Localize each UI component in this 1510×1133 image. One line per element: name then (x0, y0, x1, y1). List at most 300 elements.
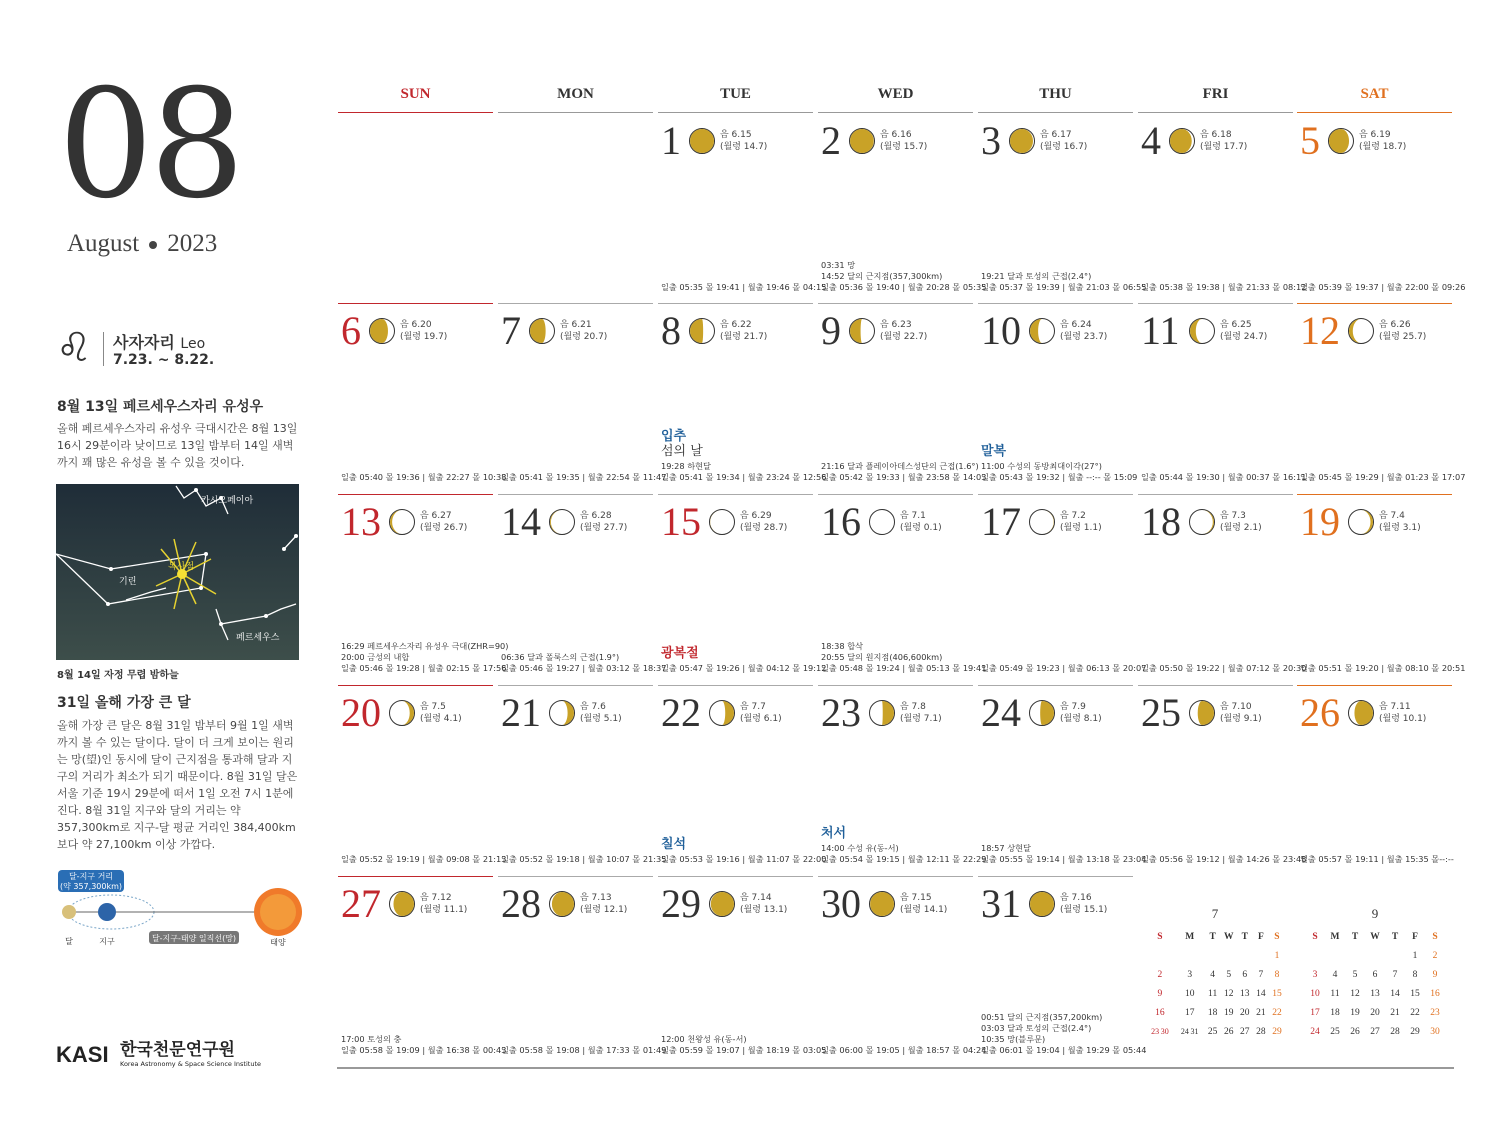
event-line: 일출 05:44 몰 19:30 | 월출 00:37 몰 16:11 (1141, 472, 1307, 482)
day-events (1141, 854, 1306, 865)
event-line: 19:28 하현달 (661, 461, 711, 471)
day-cell[interactable] (498, 303, 667, 493)
event-line: 일출 05:49 몰 19:23 | 월출 06:13 몰 20:07 (981, 663, 1147, 673)
day-rule (818, 876, 973, 877)
moon-age: (월령 14.1) (900, 905, 948, 915)
event-line: 일출 06:01 몰 19:04 | 월출 19:29 몰 05:44 (981, 1045, 1147, 1055)
weekday-header-mon: MON (557, 86, 594, 102)
earth-label: 지구 (99, 937, 115, 946)
event-line: 일출 05:47 몰 19:26 | 월출 04:12 몰 19:12 (661, 663, 827, 673)
mini-day (1325, 946, 1345, 965)
mini-calendar-table (1145, 928, 1285, 1041)
day-rule (338, 494, 493, 495)
mini-day: 16 (1430, 988, 1440, 999)
day-events (1300, 663, 1465, 674)
lunar-date (420, 510, 467, 534)
mini-day: 8 (1412, 969, 1418, 980)
lunar-day: 음 7.14 (740, 893, 772, 903)
event-line: 일출 05:40 몰 19:36 | 월출 22:27 몰 10:38 (341, 472, 507, 482)
mini-day: 7 (1258, 969, 1264, 980)
lunar-date (1060, 319, 1107, 343)
day-events (821, 843, 986, 865)
sky-chart-image (56, 484, 299, 660)
moon-age: (월령 12.1) (580, 905, 628, 915)
weekday-rule (338, 112, 493, 113)
lunar-day: 음 7.10 (1220, 702, 1252, 712)
weekday-header-tue: TUE (720, 86, 751, 102)
lunar-day: 음 7.3 (1220, 511, 1246, 521)
mini-day: 7 (1392, 969, 1398, 980)
event-line: 일출 05:58 몰 19:08 | 월출 17:33 몰 01:49 (501, 1045, 667, 1055)
mini-day: 10 (1310, 988, 1320, 999)
event-line: 일출 05:43 몰 19:32 | 월출 --:-- 몰 15:09 (981, 472, 1138, 482)
lunar-date (580, 892, 627, 916)
day-cell[interactable] (818, 494, 987, 684)
event-line: 일출 05:37 몰 19:39 | 월출 21:03 몰 06:55 (981, 282, 1147, 292)
mini-calendar-title: 7 (1211, 906, 1219, 921)
day-cell[interactable] (338, 494, 509, 684)
lunar-date (720, 129, 767, 153)
lunar-date (420, 892, 467, 916)
day-number: 10 (981, 308, 1021, 353)
mini-day: 4 (1210, 969, 1215, 980)
lunar-date (880, 319, 927, 343)
mini-weekday: S (1432, 932, 1438, 942)
day-cell[interactable] (978, 876, 1147, 1066)
day-events (981, 663, 1146, 674)
mini-day: 29 (1410, 1026, 1420, 1037)
holiday-label: 광복절 (661, 646, 699, 661)
holiday-label: 입추 (661, 429, 687, 444)
day-number: 27 (341, 881, 381, 926)
moon-phase-icon (548, 508, 576, 536)
day-cell[interactable] (658, 876, 827, 1066)
day-cell[interactable] (658, 685, 827, 875)
lunar-date (1359, 129, 1406, 153)
lunar-day: 음 7.9 (1060, 702, 1086, 712)
event-line: 일출 05:52 몰 19:19 | 월출 09:08 몰 21:13 (341, 854, 507, 864)
mini-day (1345, 946, 1365, 965)
moon-age: (월령 0.1) (900, 523, 942, 533)
day-number: 23 (821, 690, 861, 735)
mini-day: 15 (1410, 988, 1420, 999)
lunar-date (880, 129, 927, 153)
day-rule (498, 685, 653, 686)
event-line: 일출 05:38 몰 19:38 | 월출 21:33 몰 08:12 (1141, 282, 1307, 292)
lunar-day: 음 6.17 (1040, 130, 1072, 140)
event-line: 일출 05:48 몰 19:24 | 월출 05:13 몰 19:41 (821, 663, 987, 673)
day-rule (1138, 685, 1293, 686)
feature2-body: 올해 가장 큰 달은 8월 31일 밤부터 9월 1일 새벽까지 볼 수 있는 달이다. 달이 더 크게 보이는 원리는 망(望)인 동시에 달이 근지점을 통과해 달과 지구의 거리가 최소가 되기 때문이다. 8월 31일 달은 서울 기준 19시 29분에 떠서 1일 오전 7시 1분에 진다. 8월 31일 지구와 달의 거리는 약 357,300km로 지구-달 평균 거리인 384,400km보다 약 27,100km 이상 가깝다. (57, 719, 298, 851)
day-events (341, 472, 506, 483)
lunar-date (1200, 129, 1247, 153)
moon-phase-icon (868, 508, 896, 536)
moon-phase-icon (528, 317, 556, 345)
lunar-date (1060, 701, 1102, 725)
day-cell[interactable] (1138, 685, 1307, 875)
bottom-rule (337, 1067, 1454, 1069)
day-cell[interactable] (1297, 303, 1466, 493)
event-line: 일출 05:55 몰 19:14 | 월출 13:18 몰 23:04 (981, 854, 1147, 864)
moon-age: (월령 21.7) (720, 332, 768, 342)
sky-label-perseus: 페르세우스 (236, 633, 280, 643)
day-events (1300, 854, 1454, 865)
month-number: 08 (58, 58, 241, 232)
mini-day: 24 31 (1180, 1027, 1199, 1036)
day-rule (338, 685, 493, 686)
moon-phase-icon (708, 699, 736, 727)
orbit-diagram (56, 868, 306, 948)
day-rule (498, 876, 653, 877)
mini-day: 19 (1350, 1007, 1360, 1018)
mini-day (1385, 946, 1405, 965)
lunar-day: 음 6.16 (880, 130, 912, 140)
event-line: 20:55 달의 원지점(406,600km) (821, 652, 943, 662)
day-events (501, 652, 666, 674)
day-number: 22 (661, 690, 701, 735)
moon-age: (월령 4.1) (420, 714, 462, 724)
distance-label-1: 달-지구 거리 (68, 872, 114, 881)
mini-day: 4 (1332, 969, 1338, 980)
moon-phase-icon (1188, 317, 1216, 345)
moon-age: (월령 16.7) (1040, 142, 1088, 152)
day-events (821, 641, 986, 674)
event-line: 17:00 토성의 충 (341, 1034, 402, 1044)
kasi-logo-svg (56, 1036, 266, 1072)
moon-age: (월령 28.7) (740, 523, 788, 533)
lunar-day: 음 7.6 (580, 702, 606, 712)
mini-day: 5 (1226, 969, 1232, 980)
logo-name-ko: 한국천문연구원 (120, 1040, 235, 1060)
day-rule (658, 685, 813, 686)
lunar-date (400, 319, 447, 343)
kasi-logo (56, 1036, 266, 1072)
day-events (981, 843, 1146, 865)
day-number: 29 (661, 881, 701, 926)
moon-phase-icon (548, 699, 576, 727)
day-number: 13 (341, 499, 381, 544)
day-events (661, 461, 826, 483)
moon-age: (월령 15.7) (880, 142, 928, 152)
day-events (1141, 663, 1306, 674)
mini-day (1175, 946, 1205, 965)
lunar-day: 음 7.4 (1379, 511, 1405, 521)
lunar-date (900, 510, 942, 534)
feature2-title: 31일 올해 가장 큰 달 (57, 695, 191, 711)
mini-day: 26 (1223, 1026, 1234, 1037)
day-cell[interactable] (978, 685, 1147, 875)
day-cell[interactable] (978, 113, 1147, 303)
day-cell[interactable] (1297, 113, 1466, 303)
day-cell[interactable] (1138, 494, 1307, 684)
lunar-date (900, 701, 942, 725)
day-events (501, 854, 666, 865)
day-number: 21 (501, 690, 541, 735)
event-line: 일출 05:36 몰 19:40 | 월출 20:28 몰 05:35 (821, 282, 987, 292)
event-line: 03:31 망 (821, 260, 856, 270)
moon-age: (월령 6.1) (740, 714, 782, 724)
lunar-date (1220, 319, 1267, 343)
moon-age: (월령 19.7) (400, 332, 448, 342)
day-events (341, 641, 508, 674)
moon-age: (월령 18.7) (1359, 142, 1407, 152)
event-line: 일출 06:00 몰 19:05 | 월출 18:57 몰 04:24 (821, 1045, 987, 1055)
day-cell[interactable] (338, 685, 507, 875)
day-number: 17 (981, 499, 1021, 544)
mini-day: 3 (1312, 969, 1318, 980)
day-number: 11 (1141, 308, 1180, 353)
lunar-day: 음 7.1 (900, 511, 926, 521)
event-line: 11:00 수성의 동방최대이각(27°) (981, 461, 1102, 471)
moon-phase-icon (1327, 127, 1355, 155)
mini-weekday: S (1157, 932, 1163, 942)
moon-age: (월령 17.7) (1200, 142, 1248, 152)
day-cell[interactable] (338, 876, 507, 1066)
moon-age: (월령 25.7) (1379, 332, 1427, 342)
holiday-label: 처서 (821, 826, 847, 841)
weekday-header-wed: WED (877, 86, 914, 102)
lunar-day: 음 7.12 (420, 893, 452, 903)
event-line: 일출 05:59 몰 19:07 | 월출 18:19 몰 03:05 (661, 1045, 827, 1055)
mini-day: 25 (1207, 1026, 1218, 1037)
lunar-day: 음 7.11 (1379, 702, 1411, 712)
day-rule (498, 303, 653, 304)
moon-phase-icon (388, 890, 416, 918)
event-line: 일출 05:52 몰 19:18 | 월출 10:07 몰 21:35 (501, 854, 667, 864)
mini-day: 1 (1412, 950, 1418, 961)
day-number: 26 (1300, 690, 1340, 735)
day-cell[interactable] (818, 303, 987, 493)
mini-day: 19 (1223, 1007, 1234, 1018)
day-rule (818, 494, 973, 495)
moon-phase-icon (848, 127, 876, 155)
day-events (821, 461, 986, 483)
day-cell[interactable] (498, 685, 667, 875)
distance-label-2: (약 357,300km) (59, 882, 123, 891)
sun-label: 태양 (270, 938, 286, 947)
day-cell[interactable] (818, 113, 987, 303)
day-cell[interactable] (818, 876, 987, 1066)
event-line: 일출 05:53 몰 19:16 | 월출 11:07 몰 22:00 (661, 854, 827, 864)
day-events (981, 271, 1146, 293)
moon-phase-icon (848, 317, 876, 345)
mini-weekday: S (1312, 932, 1318, 942)
day-number: 16 (821, 499, 861, 544)
lunar-day: 음 6.22 (720, 320, 752, 330)
day-events (501, 1045, 666, 1056)
day-cell[interactable] (818, 685, 987, 875)
mini-day: 11 (1208, 988, 1218, 999)
day-cell[interactable] (658, 494, 827, 684)
weekday-header-fri: FRI (1202, 86, 1229, 102)
sky-chart-caption: 8월 14일 자정 무렵 밤하늘 (57, 670, 179, 681)
day-cell[interactable] (978, 494, 1147, 684)
logo-mark: KASI (56, 1042, 109, 1067)
day-rule (658, 303, 813, 304)
mini-day (1237, 946, 1253, 965)
moon-phase-icon (1188, 508, 1216, 536)
feature1-body: 올해 페르세우스자리 유성우 극대시간은 8월 13일 16시 29분이라 낮이므로 13일 밤부터 14일 새벽까지 꽤 많은 유성을 볼 수 있을 것이다. (57, 422, 298, 469)
mini-day: 18 (1330, 1007, 1340, 1018)
zodiac-dates: 7.23. ~ 8.22. (113, 352, 215, 368)
lunar-day: 음 7.13 (580, 893, 612, 903)
moon-phase-icon (688, 317, 716, 345)
mini-weekday: F (1257, 932, 1264, 942)
day-rule (818, 685, 973, 686)
day-number: 5 (1300, 118, 1320, 163)
day-rule (338, 303, 493, 304)
lunar-day: 음 6.19 (1359, 130, 1391, 140)
moon-age: (월령 8.1) (1060, 714, 1102, 724)
mini-weekday: T (1391, 932, 1399, 942)
orbit-svg (56, 868, 306, 948)
day-events (981, 1012, 1146, 1056)
day-cell[interactable] (658, 113, 827, 303)
lunar-date (1060, 892, 1107, 916)
moon-phase-icon (1347, 317, 1375, 345)
lunar-day: 음 6.18 (1200, 130, 1232, 140)
event-line: 21:16 달과 플레이아데스성단의 근접(1.6°) (821, 461, 979, 471)
mini-day: 20 (1240, 1007, 1250, 1018)
mini-day: 21 (1256, 1007, 1266, 1018)
day-number: 7 (501, 308, 521, 353)
day-events (981, 461, 1137, 483)
moon-phase-icon (1028, 508, 1056, 536)
mini-day (1145, 946, 1175, 965)
event-line: 일출 05:45 몰 19:29 | 월출 01:23 몰 17:07 (1300, 472, 1466, 482)
day-events (1300, 472, 1465, 483)
moon-phase-icon (708, 508, 736, 536)
moon-phase-icon (868, 890, 896, 918)
event-line: 12:00 천왕성 유(동-서) (661, 1034, 747, 1044)
moon-age: (월령 26.7) (420, 523, 468, 533)
day-rule (818, 303, 973, 304)
zodiac-name: 사자자리 Leo (113, 333, 206, 352)
lunar-date (1220, 701, 1262, 725)
mini-day (1365, 946, 1385, 965)
day-events (661, 282, 826, 293)
day-rule (1138, 303, 1293, 304)
mini-day: 13 (1240, 988, 1250, 999)
mini-weekday: S (1274, 932, 1280, 942)
mini-day: 14 (1390, 988, 1400, 999)
day-number: 24 (981, 690, 1021, 735)
lunar-date (1060, 510, 1102, 534)
mini-day: 12 (1223, 988, 1234, 999)
mini-weekday: T (1351, 932, 1359, 942)
weekday-rule (498, 112, 653, 113)
moon-phase-icon (1347, 699, 1375, 727)
day-events (1141, 282, 1306, 293)
moon-phase-icon (1168, 127, 1196, 155)
moon-age: (월령 3.1) (1379, 523, 1421, 533)
moon-phase-icon (1008, 127, 1036, 155)
moon-age: (월령 14.7) (720, 142, 768, 152)
day-cell[interactable] (658, 303, 827, 493)
event-line: 20:00 금성의 내합 (341, 652, 410, 662)
mini-day: 21 (1390, 1007, 1400, 1018)
day-rule (978, 303, 1133, 304)
day-cell[interactable] (1297, 494, 1466, 684)
moon-age: (월령 9.1) (1220, 714, 1262, 724)
moon-age: (월령 24.7) (1220, 332, 1268, 342)
day-cell[interactable] (498, 494, 667, 684)
day-number: 31 (981, 881, 1021, 926)
lunar-day: 음 7.8 (900, 702, 926, 712)
mini-day: 15 (1272, 988, 1282, 999)
moon-phase-icon (388, 508, 416, 536)
bullet-dot (149, 241, 157, 249)
day-number: 4 (1141, 118, 1161, 163)
event-line: 14:52 달의 근지점(357,300km) (821, 271, 943, 281)
lunar-date (740, 701, 782, 725)
day-cell[interactable] (1138, 303, 1307, 493)
day-number: 20 (341, 690, 381, 735)
moon-age: (월령 7.1) (900, 714, 942, 724)
weekday-header-sat: SAT (1360, 86, 1389, 102)
day-number: 19 (1300, 499, 1340, 544)
zodiac-block (56, 325, 306, 372)
mini-day: 2 (1157, 969, 1163, 980)
mini-day: 9 (1432, 969, 1438, 980)
mini-day (1305, 946, 1325, 965)
day-cell[interactable] (338, 303, 507, 493)
day-number: 15 (661, 499, 701, 544)
mini-weekday: T (1241, 932, 1248, 942)
event-line: 일출 05:41 몰 19:35 | 월출 22:54 몰 11:47 (501, 472, 667, 482)
mini-day (1205, 946, 1221, 965)
day-rule (1297, 685, 1452, 686)
day-cell[interactable] (498, 876, 667, 1066)
event-line: 06:36 달과 폴룩스의 근접(1.9°) (501, 652, 620, 662)
moon-phase-icon (388, 699, 416, 727)
mini-day: 8 (1274, 969, 1280, 980)
lunar-day: 음 6.26 (1379, 320, 1411, 330)
lunar-day: 음 7.7 (740, 702, 766, 712)
event-line: 00:51 달의 근지점(357,200km) (981, 1012, 1103, 1022)
event-line: 일출 05:54 몰 19:15 | 월출 12:11 몰 22:29 (821, 854, 987, 864)
day-rule (978, 685, 1133, 686)
lunar-day: 음 6.24 (1060, 320, 1092, 330)
lunar-date (1379, 319, 1426, 343)
weekday-header-thu: THU (1039, 86, 1072, 102)
moon-phase-icon (708, 890, 736, 918)
moon-age: (월령 1.1) (1060, 523, 1102, 533)
event-line: 14:00 수성 유(동-서) (821, 843, 899, 853)
day-cell[interactable] (1138, 113, 1307, 303)
mini-day: 30 (1430, 1026, 1440, 1037)
lunar-date (740, 892, 787, 916)
mini-weekday: W (1223, 932, 1234, 942)
mini-weekday: T (1209, 932, 1216, 942)
day-events (661, 663, 826, 674)
alignment-label: 달-지구-태양 일직선(망) (151, 934, 237, 943)
moon-age: (월령 23.7) (1060, 332, 1108, 342)
mini-day: 5 (1352, 969, 1358, 980)
day-number: 28 (501, 881, 541, 926)
day-events (341, 1034, 506, 1056)
mini-day: 9 (1157, 988, 1163, 999)
day-cell[interactable] (978, 303, 1138, 493)
day-cell[interactable] (1297, 685, 1453, 875)
mini-weekday: M (1185, 932, 1195, 942)
lunar-date (1040, 129, 1087, 153)
day-events (1141, 472, 1306, 483)
mini-calendar-9 (1305, 906, 1445, 1041)
lunar-day: 음 6.20 (400, 320, 432, 330)
moon-age: (월령 20.7) (560, 332, 608, 342)
divider (103, 332, 104, 366)
